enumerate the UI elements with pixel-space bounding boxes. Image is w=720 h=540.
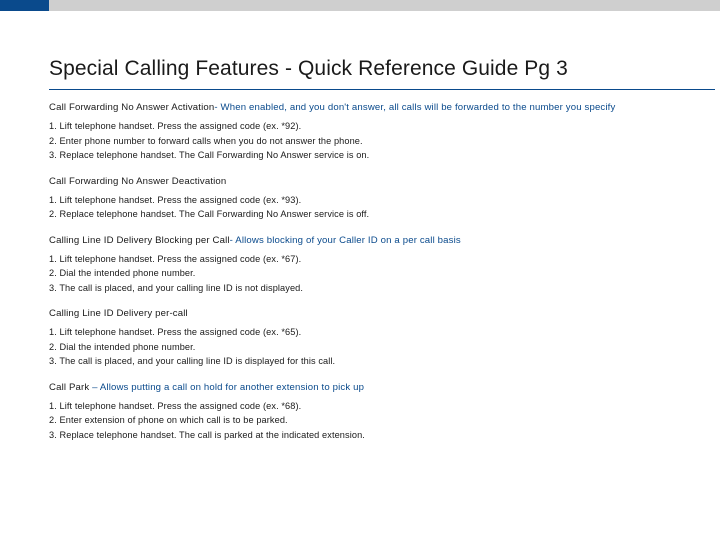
feature-section <box>49 235 709 296</box>
step-item: 1. Lift telephone handset. Press the assigned code (ex. *67). <box>49 253 302 264</box>
page-title: Special Calling Features - Quick Reference Guide Pg 3 <box>49 57 568 80</box>
top-bar-accent <box>0 0 49 11</box>
feature-description: – Allows putting a call on hold for another extension to pick up <box>89 381 365 393</box>
feature-section <box>49 382 709 443</box>
step-item: 2. Enter extension of phone on which call is to be parked. <box>49 415 288 425</box>
feature-heading <box>49 176 709 188</box>
step-item: 3. Replace telephone handset. The Call Forwarding No Answer service is on. <box>49 150 370 160</box>
feature-heading <box>49 308 709 320</box>
feature-heading <box>49 235 709 247</box>
step-item: 1. Lift telephone handset. Press the assigned code (ex. *65). <box>49 327 302 337</box>
feature-title: Calling Line ID Delivery per-call <box>49 308 188 319</box>
step-item: 3. The call is placed, and your calling line ID is displayed for this call. <box>49 356 336 366</box>
step-item: 2. Dial the intended phone number. <box>49 268 196 278</box>
top-bar <box>0 0 720 11</box>
feature-steps <box>49 325 709 369</box>
step-item: 2. Enter phone number to forward calls when you do not answer the phone. <box>49 135 363 146</box>
feature-description: - When enabled, and you don't answer, all calls will be forwarded to the number you specify <box>214 102 616 113</box>
step-item: 3. The call is placed, and your calling line ID is not displayed. <box>49 282 304 293</box>
step-item: 1. Lift telephone handset. Press the assigned code (ex. *92). <box>49 121 302 131</box>
step-item: 1. Lift telephone handset. Press the assigned code (ex. *68). <box>49 400 302 411</box>
feature-section <box>49 176 709 222</box>
guide-content <box>49 102 709 455</box>
feature-steps <box>49 119 709 163</box>
title-divider <box>49 89 715 90</box>
feature-title: Call Park <box>49 381 90 393</box>
feature-title: Call Forwarding No Answer Deactivation <box>49 175 227 187</box>
feature-description: - Allows blocking of your Caller ID on a per call basis <box>229 234 461 246</box>
feature-steps <box>49 193 709 222</box>
step-item: 2. Replace telephone handset. The Call Forwarding No Answer service is off. <box>49 209 370 219</box>
feature-steps <box>49 399 709 443</box>
feature-steps <box>49 252 709 296</box>
feature-title: Calling Line ID Delivery Blocking per Call <box>49 234 230 246</box>
step-item: 3. Replace telephone handset. The call is parked at the indicated extension. <box>49 429 365 440</box>
step-item: 2. Dial the intended phone number. <box>49 341 196 352</box>
feature-heading <box>49 102 709 114</box>
feature-section <box>49 102 709 163</box>
step-item: 1. Lift telephone handset. Press the assigned code (ex. *93). <box>49 194 302 205</box>
feature-section <box>49 308 709 369</box>
feature-heading <box>49 382 709 394</box>
feature-title: Call Forwarding No Answer Activation <box>49 102 215 113</box>
